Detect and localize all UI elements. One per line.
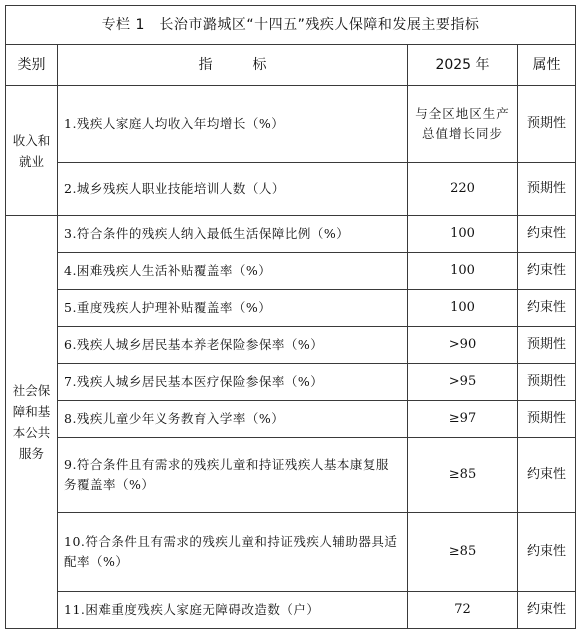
table-row bbox=[6, 163, 576, 216]
table-title: 专栏 1 长治市潞城区“十四五”残疾人保障和发展主要指标 bbox=[6, 6, 576, 45]
category-income: 收入和就业 bbox=[6, 86, 58, 216]
attribute-cell: 约束性 bbox=[518, 216, 576, 253]
value-cell: ≥85 bbox=[408, 438, 518, 513]
indicator-cell: 3.符合条件的残疾人纳入最低生活保障比例（%） bbox=[58, 216, 408, 253]
value-cell: 100 bbox=[408, 253, 518, 290]
table-row bbox=[6, 216, 576, 253]
attribute-cell: 预期性 bbox=[518, 364, 576, 401]
value-cell: 100 bbox=[408, 216, 518, 253]
value-cell: 72 bbox=[408, 592, 518, 629]
header-year: 2025 年 bbox=[408, 45, 518, 86]
attribute-cell: 预期性 bbox=[518, 163, 576, 216]
indicators-table bbox=[5, 5, 576, 629]
attribute-cell: 约束性 bbox=[518, 592, 576, 629]
table-row bbox=[6, 513, 576, 592]
table-row bbox=[6, 401, 576, 438]
header-attribute: 属性 bbox=[518, 45, 576, 86]
header-indicator: 指标 bbox=[58, 45, 408, 86]
indicator-cell: 8.残疾儿童少年义务教育入学率（%） bbox=[58, 401, 408, 438]
attribute-cell: 预期性 bbox=[518, 327, 576, 364]
category-social: 社会保障和基本公共服务 bbox=[6, 216, 58, 629]
indicator-cell: 4.困难残疾人生活补贴覆盖率（%） bbox=[58, 253, 408, 290]
table-row bbox=[6, 438, 576, 513]
value-cell: 220 bbox=[408, 163, 518, 216]
indicator-cell: 7.残疾人城乡居民基本医疗保险参保率（%） bbox=[58, 364, 408, 401]
value-cell: >90 bbox=[408, 327, 518, 364]
indicator-cell: 6.残疾人城乡居民基本养老保险参保率（%） bbox=[58, 327, 408, 364]
table-row bbox=[6, 290, 576, 327]
attribute-cell: 约束性 bbox=[518, 290, 576, 327]
indicator-cell: 10.符合条件且有需求的残疾儿童和持证残疾人辅助器具适配率（%） bbox=[58, 513, 408, 592]
indicator-cell: 11.困难重度残疾人家庭无障碍改造数（户） bbox=[58, 592, 408, 629]
value-cell: ≥85 bbox=[408, 513, 518, 592]
header-category: 类别 bbox=[6, 45, 58, 86]
table-row bbox=[6, 253, 576, 290]
value-cell: >95 bbox=[408, 364, 518, 401]
attribute-cell: 约束性 bbox=[518, 513, 576, 592]
attribute-cell: 约束性 bbox=[518, 438, 576, 513]
title-row bbox=[6, 6, 576, 45]
table-row bbox=[6, 364, 576, 401]
attribute-cell: 预期性 bbox=[518, 86, 576, 163]
indicator-cell: 9.符合条件且有需求的残疾儿童和持证残疾人基本康复服务覆盖率（%） bbox=[58, 438, 408, 513]
value-cell: ≥97 bbox=[408, 401, 518, 438]
value-cell: 与全区地区生产总值增长同步 bbox=[408, 86, 518, 163]
table-row bbox=[6, 327, 576, 364]
indicator-cell: 2.城乡残疾人职业技能培训人数（人） bbox=[58, 163, 408, 216]
table-row bbox=[6, 86, 576, 163]
attribute-cell: 约束性 bbox=[518, 253, 576, 290]
indicator-cell: 5.重度残疾人护理补贴覆盖率（%） bbox=[58, 290, 408, 327]
attribute-cell: 预期性 bbox=[518, 401, 576, 438]
value-cell: 100 bbox=[408, 290, 518, 327]
indicator-cell: 1.残疾人家庭人均收入年均增长（%） bbox=[58, 86, 408, 163]
header-row bbox=[6, 45, 576, 86]
table-row bbox=[6, 592, 576, 629]
